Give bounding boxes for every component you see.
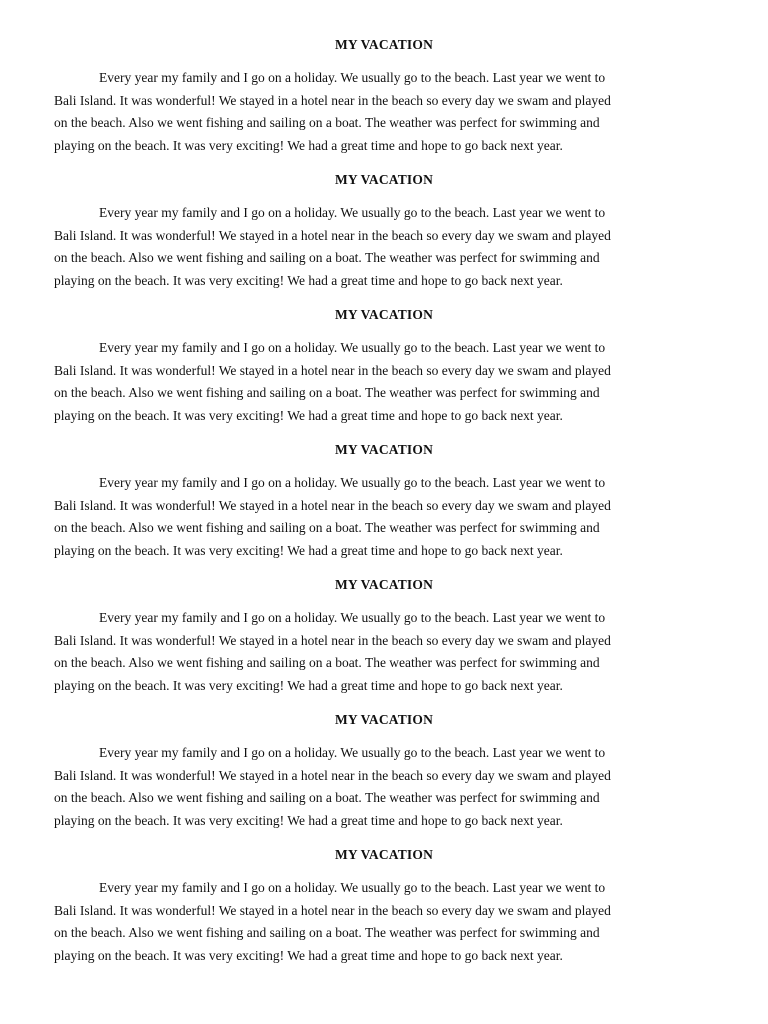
paragraph-line: playing on the beach. It was very exciting! We had a great time and hope to go back next year. — [54, 947, 563, 963]
section-7 — [54, 844, 714, 968]
section-title: MY VACATION — [334, 172, 434, 187]
section-title: MY VACATION — [334, 847, 434, 862]
section-gap — [54, 563, 714, 574]
section-gap — [54, 293, 714, 304]
paragraph-line: Every year my family and I go on a holiday. We usually go to the beach. Last year we went to — [99, 205, 606, 220]
paragraph-line: playing on the beach. It was very exciting! We had a great time and hope to go back next year. — [54, 677, 563, 693]
section-6 — [54, 709, 714, 833]
paragraph-line: Bali Island. It was wonderful! We stayed in a hotel near in the beach so every day we swam and played — [54, 767, 611, 783]
paragraph-line: on the beach. Also we went fishing and sailing on a boat. The weather was perfect for swimming and — [54, 790, 600, 806]
paragraph-line: Every year my family and I go on a holiday. We usually go to the beach. Last year we went to — [99, 340, 606, 355]
section-1 — [54, 34, 714, 158]
paragraph-line: Every year my family and I go on a holiday. We usually go to the beach. Last year we went to — [99, 745, 606, 760]
paragraph-line: on the beach. Also we went fishing and sailing on a boat. The weather was perfect for swimming and — [54, 655, 600, 671]
paragraph-line: Every year my family and I go on a holiday. We usually go to the beach. Last year we went to — [99, 880, 606, 895]
section-paragraph — [54, 607, 714, 698]
section-title: MY VACATION — [334, 712, 434, 727]
paragraph-line: Bali Island. It was wonderful! We stayed in a hotel near in the beach so every day we swam and played — [54, 632, 611, 648]
paragraph-line: playing on the beach. It was very exciting! We had a great time and hope to go back next year. — [54, 272, 563, 288]
paragraph-line: playing on the beach. It was very exciting! We had a great time and hope to go back next year. — [54, 137, 563, 153]
paragraph-line: Bali Island. It was wonderful! We stayed in a hotel near in the beach so every day we swam and played — [54, 902, 611, 918]
paragraph-line: Bali Island. It was wonderful! We stayed in a hotel near in the beach so every day we swam and played — [54, 92, 611, 108]
section-gap — [54, 833, 714, 844]
section-paragraph — [54, 202, 714, 293]
section-gap — [54, 428, 714, 439]
section-paragraph — [54, 742, 714, 833]
section-title: MY VACATION — [334, 442, 434, 457]
section-gap — [54, 698, 714, 709]
paragraph-line: playing on the beach. It was very exciting! We had a great time and hope to go back next year. — [54, 407, 563, 423]
paragraph-line: on the beach. Also we went fishing and sailing on a boat. The weather was perfect for swimming and — [54, 385, 600, 401]
paragraph-line: on the beach. Also we went fishing and sailing on a boat. The weather was perfect for swimming and — [54, 925, 600, 941]
paragraph-line: Every year my family and I go on a holiday. We usually go to the beach. Last year we went to — [99, 475, 606, 490]
section-title: MY VACATION — [334, 37, 434, 52]
section-gap — [54, 158, 714, 169]
section-2 — [54, 169, 714, 293]
section-5 — [54, 574, 714, 698]
paragraph-line: playing on the beach. It was very exciting! We had a great time and hope to go back next year. — [54, 812, 563, 828]
paragraph-line: Every year my family and I go on a holiday. We usually go to the beach. Last year we went to — [99, 70, 606, 85]
section-paragraph — [54, 877, 714, 968]
paragraph-line: Bali Island. It was wonderful! We stayed in a hotel near in the beach so every day we swam and played — [54, 362, 611, 378]
paragraph-line: Every year my family and I go on a holiday. We usually go to the beach. Last year we went to — [99, 610, 606, 625]
section-paragraph — [54, 67, 714, 158]
paragraph-line: Bali Island. It was wonderful! We stayed in a hotel near in the beach so every day we swam and played — [54, 227, 611, 243]
paragraph-line: on the beach. Also we went fishing and sailing on a boat. The weather was perfect for swimming and — [54, 520, 600, 536]
section-3 — [54, 304, 714, 428]
section-4 — [54, 439, 714, 563]
paragraph-line: playing on the beach. It was very exciting! We had a great time and hope to go back next year. — [54, 542, 563, 558]
paragraph-line: on the beach. Also we went fishing and sailing on a boat. The weather was perfect for swimming and — [54, 250, 600, 266]
section-title: MY VACATION — [334, 577, 434, 592]
paragraph-line: on the beach. Also we went fishing and sailing on a boat. The weather was perfect for swimming and — [54, 115, 600, 131]
section-paragraph — [54, 337, 714, 428]
paragraph-line: Bali Island. It was wonderful! We stayed in a hotel near in the beach so every day we swam and played — [54, 497, 611, 513]
section-title: MY VACATION — [334, 307, 434, 322]
section-paragraph — [54, 472, 714, 563]
